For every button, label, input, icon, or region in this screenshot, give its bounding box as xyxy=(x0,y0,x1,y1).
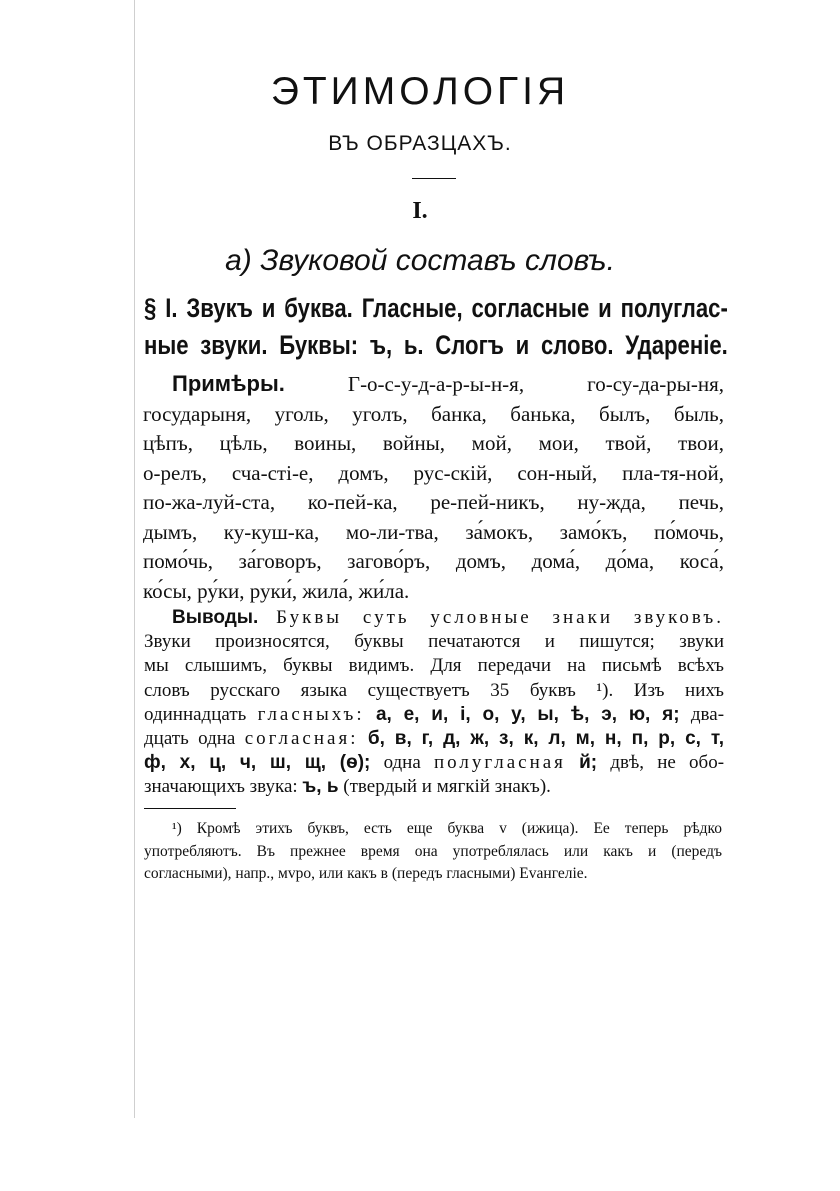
text: одиннадцать xyxy=(144,703,247,725)
conclusions-block xyxy=(144,606,725,800)
conclusions-line: Звуки произносятся, буквы печатаются и пишутся; звуки xyxy=(144,631,724,653)
examples-label: Примѣры. xyxy=(172,371,285,396)
page-title: ЭТИМОЛОГІЯ xyxy=(270,70,570,113)
consonant-letters-cont: ф, х, ц, ч, ш, щ, (ѳ); xyxy=(144,752,371,774)
paragraph-title-line-1: § I. Звукъ и буква. Гласные, согласные и полуглас- xyxy=(144,293,728,323)
conclusions-line-signs xyxy=(144,775,724,799)
semivowel-term: полугласная xyxy=(434,752,566,774)
conclusions-text: Буквы суть условные знаки звуковъ. xyxy=(276,607,724,628)
examples-line: ко́сы, ру́ки, руки́, жила́, жи́ла. xyxy=(143,578,410,603)
conclusions-line-vowels xyxy=(144,703,724,727)
text: одна xyxy=(383,752,421,774)
text: дцать одна xyxy=(144,728,236,750)
examples-line: помо́чь, за́говоръ, загово́ръ, домъ, дома́, до́ма, коса́, xyxy=(143,549,724,573)
conclusions-line-consonants xyxy=(144,727,724,751)
part-number: I. xyxy=(412,198,428,224)
page-subtitle: ВЪ ОБРАЗЦАХЪ. xyxy=(328,132,512,155)
examples-line: дымъ, ку-куш-ка, мо-ли-тва, за́мокъ, замо́къ, по́мочь, xyxy=(143,519,724,544)
footnote-line: употребляютъ. Въ прежнее время она употреблялась или какъ и (передъ xyxy=(144,842,722,860)
conclusions-line-1 xyxy=(172,606,724,630)
sign-letters: ъ, ь xyxy=(302,776,339,798)
examples-line: по-жа-луй-ста, ко-пей-ка, ре-пей-никъ, ну-жда, печь, xyxy=(143,490,724,514)
examples-line: цѣпъ, цѣль, воины, войны, мой, мои, твой, твои, xyxy=(143,431,724,455)
text: значающихъ звука: xyxy=(144,776,298,798)
text: двѣ, не обо- xyxy=(610,752,725,774)
paragraph-title-line-2: ные звуки. Буквы: ъ, ь. Слогъ и слово. Удареніе. xyxy=(144,330,728,360)
examples-line-1 xyxy=(172,369,724,400)
consonant-letters: б, в, г, д, ж, з, к, л, м, н, п, р, с, т, xyxy=(367,728,724,750)
consonants-term: согласная: xyxy=(244,728,359,750)
examples-block xyxy=(143,369,725,606)
section-title: а) Звуковой составъ словъ. xyxy=(225,244,615,277)
conclusions-line: мы слышимъ, буквы видимъ. Для передачи на письмѣ всѣхъ xyxy=(144,655,724,677)
text: (твердый и мягкій знакъ). xyxy=(343,776,551,798)
vowel-letters: а, е, и, і, о, у, ы, ѣ, э, ю, я; xyxy=(375,703,680,725)
footnote-divider xyxy=(144,808,236,809)
examples-line: государыня, уголь, уголъ, банка, банька, былъ, быль, xyxy=(143,401,724,426)
title-divider xyxy=(412,178,456,179)
conclusions-line-semivowel xyxy=(144,751,724,775)
footnote xyxy=(144,818,722,886)
text: два- xyxy=(690,703,725,725)
conclusions-label: Выводы. xyxy=(172,607,259,628)
semivowel-letter: й; xyxy=(579,752,598,774)
footnote-line: согласными), напр., мvро, или какъ в (передъ гласными) Еvангеліе. xyxy=(144,865,588,882)
conclusions-line: словъ русскаго языка существуетъ 35 буквъ ¹). Изъ нихъ xyxy=(144,679,724,701)
examples-line: о-релъ, сча-стi-е, домъ, рус-скій, сон-ный, пла-тя-ной, xyxy=(143,460,724,485)
paragraph-title xyxy=(144,290,728,364)
examples-first-text: Г-о-с-у-д-а-р-ы-н-я, го-су-да-ры-ня, xyxy=(347,372,725,396)
footnote-line: ¹) Кромѣ этихъ буквъ, есть еще буква v (ижица). Ее теперь рѣдко xyxy=(172,820,722,837)
vowels-term: гласныхъ: xyxy=(257,703,365,725)
